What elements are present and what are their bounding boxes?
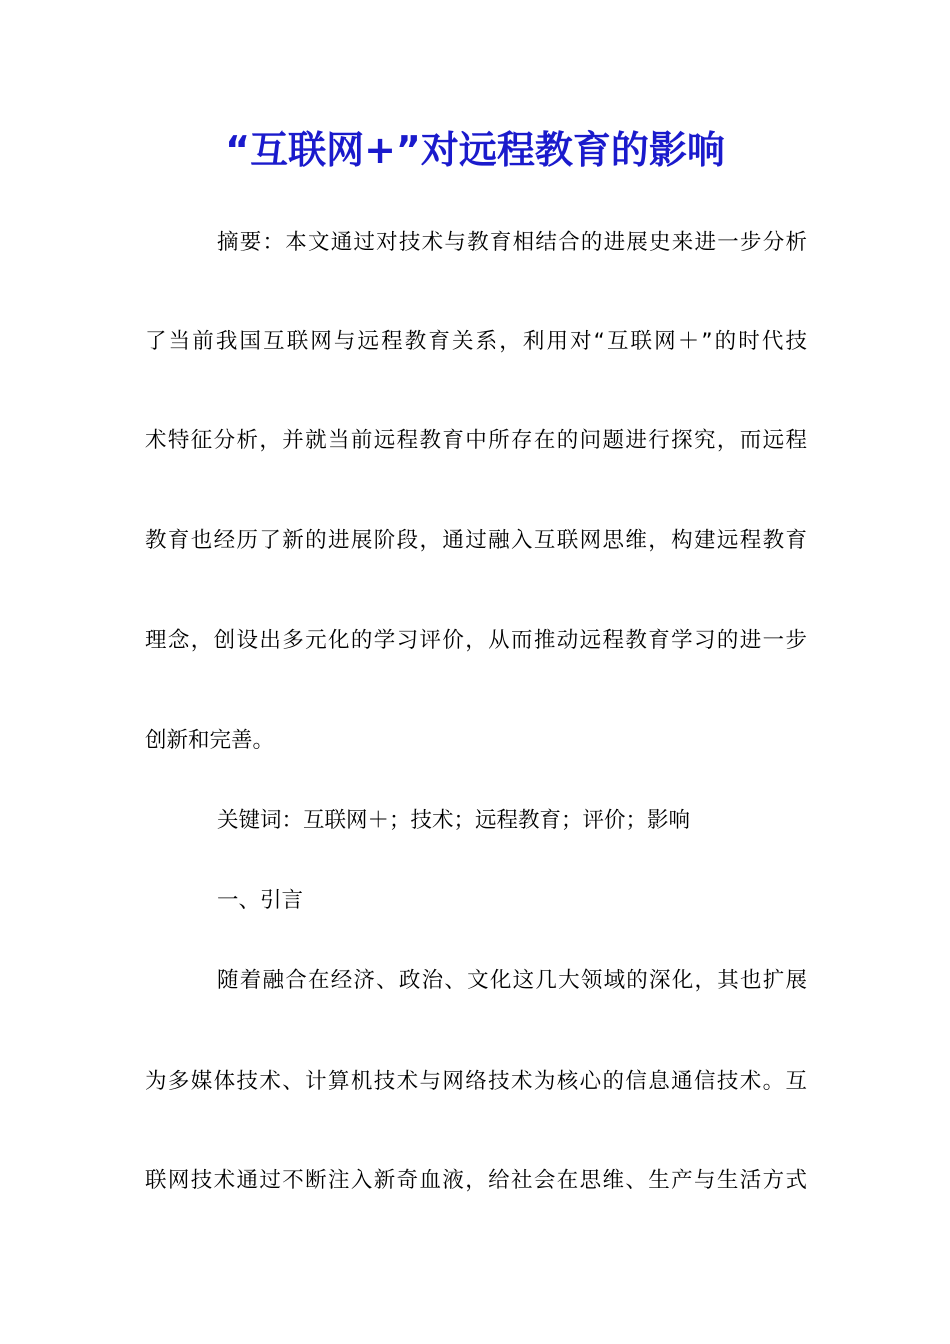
keywords-line: 关键词：互联网＋；技术；远程教育；评价；影响 bbox=[217, 808, 691, 833]
abstract-line-1: 摘要：本文通过对技术与教育相结合的进展史来进一步分析 bbox=[217, 230, 807, 255]
abstract-line-2: 了当前我国互联网与远程教育关系，利用对“互联网＋”的时代技 bbox=[145, 329, 807, 354]
abstract-line-4: 教育也经历了新的进展阶段，通过融入互联网思维，构建远程教育 bbox=[145, 528, 807, 553]
body-line-2: 为多媒体技术、计算机技术与网络技术为核心的信息通信技术。互 bbox=[145, 1069, 807, 1094]
document-title: “互联网+”对远程教育的影响 bbox=[225, 128, 725, 172]
abstract-line-5: 理念，创设出多元化的学习评价，从而推动远程教育学习的进一步 bbox=[145, 628, 807, 653]
body-line-3: 联网技术通过不断注入新奇血液，给社会在思维、生产与生活方式 bbox=[145, 1168, 807, 1193]
abstract-line-6: 创新和完善。 bbox=[145, 728, 275, 753]
body-line-1: 随着融合在经济、政治、文化这几大领域的深化，其也扩展 bbox=[217, 968, 807, 993]
abstract-line-3: 术特征分析，并就当前远程教育中所存在的问题进行探究，而远程 bbox=[145, 428, 807, 453]
section-heading: 一、引言 bbox=[217, 888, 304, 913]
